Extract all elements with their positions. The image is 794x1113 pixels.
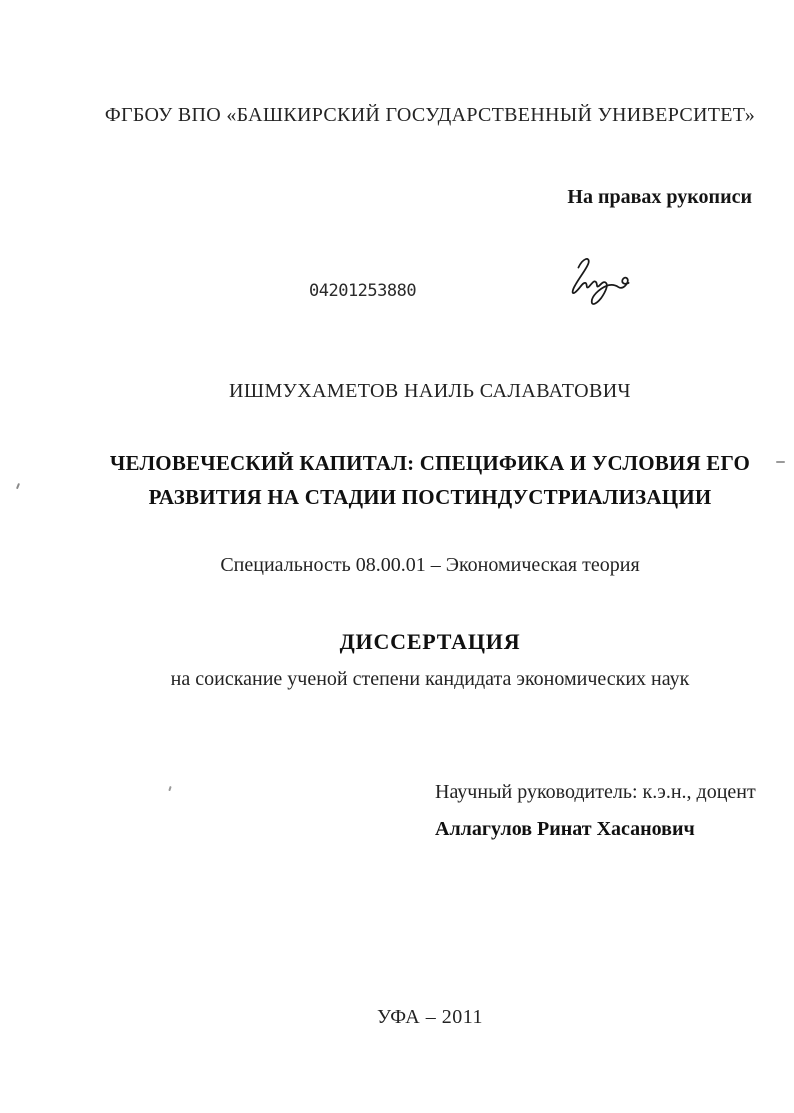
scan-speck-left-margin xyxy=(16,483,20,489)
supervisor-name: Аллагулов Ринат Хасанович xyxy=(435,818,695,840)
handwritten-signature xyxy=(562,253,644,317)
degree-pursuit-line: на соискание ученой степени кандидата экономических наук xyxy=(170,668,690,690)
document-type-heading: ДИССЕРТАЦИЯ xyxy=(339,629,521,654)
manuscript-rights-note: На правах рукописи xyxy=(567,186,752,208)
scan-speck-right-margin xyxy=(776,461,785,463)
dissertation-title-line2: РАЗВИТИЯ НА СТАДИИ ПОСТИНДУСТРИАЛИЗАЦИИ xyxy=(148,485,712,509)
scan-speck-supervisor-left xyxy=(168,786,171,791)
dissertation-title-line1: ЧЕЛОВЕЧЕСКИЙ КАПИТАЛ: СПЕЦИФИКА И УСЛОВИЯ ЕГО xyxy=(109,451,751,475)
registration-number: 04201253880 xyxy=(309,281,417,301)
dissertation-title xyxy=(63,446,794,514)
city-year-line: УФА – 2011 xyxy=(377,1006,483,1028)
specialty-line: Специальность 08.00.01 – Экономическая теория xyxy=(220,554,640,576)
university-name: ФГБОУ ВПО «БАШКИРСКИЙ ГОСУДАРСТВЕННЫЙ УНИВЕРСИТЕТ» xyxy=(104,104,756,126)
author-name: ИШМУХАМЕТОВ НАИЛЬ САЛАВАТОВИЧ xyxy=(229,380,631,402)
supervisor-label: Научный руководитель: к.э.н., доцент xyxy=(435,781,756,803)
